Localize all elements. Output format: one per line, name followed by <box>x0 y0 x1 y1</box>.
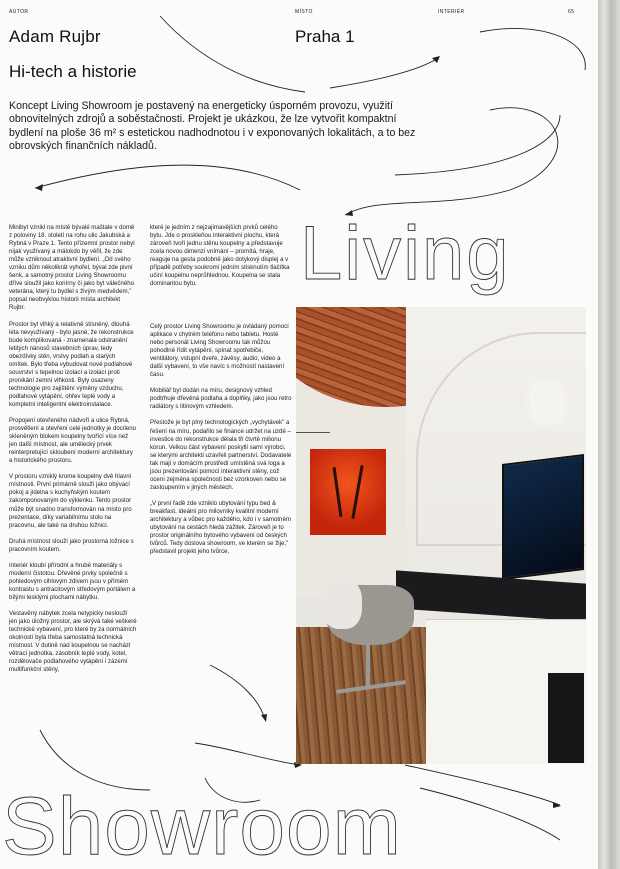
arrowhead-4 <box>261 714 267 722</box>
arrowhead-1 <box>432 56 440 63</box>
arrow-curve-3 <box>480 28 585 70</box>
col2-paragraph: Přestože je byt plný technologických „vychytávek" a řešení na míru, podařilo se finance udržet na uzdě – investice do rekonstrukce dělala tři čtvrtě milionu korun. Velkou část vybavení poskytli samí výrobci, se kterými architekti uzavřeli partnerství. Dodavatelé tak mají v domácím prostředí umístěná svá loga a jsou prezentováni pomocí interaktivní stěny, což ocení zejména společnosti bez vzorkoven nebo se zastoupením v jiných městech. <box>150 419 292 491</box>
text-column-1 <box>9 224 137 682</box>
photo-chair-cushion <box>322 579 362 629</box>
text-column-2 <box>150 323 292 564</box>
photo-tv-screen <box>502 454 584 580</box>
arrow-curve-6 <box>395 115 560 175</box>
photo-wall-lamp <box>534 387 560 419</box>
col2-paragraph: Mobiliář byl dodán na míru, designový vzhled podtrhuje dřevěná podlaha a doplňky, jako jsou retro radiátory s litinovým vzhledem. <box>150 387 292 411</box>
col1-paragraph: V prostoru vzniklý krome koupelny dvě hlavní místnosti. První primárně slouží jako obývací pokoj a jídelna s kuchyňským koutem zakomponovaným do výklenku. Tento prostor může být snadno transformován na místo pro prezentace, díky variabilnímu stolu na pracovnu, ale také na druhou ložnici. <box>9 473 132 529</box>
col2-paragraph: „V první řadě zde vzniklo ubytování typu bed & breakfast, ideální pro milovníky kvalitní moderní architektury a vůbec pro každého, kdo i v samotném ubytování na cestách hledá zážitek. Zároveň je to prostor originálního bytového vybavení od českých tvůrců. Tedy doslova showroom, ve kterém se žije," představil projekt jeho tvůrce. <box>150 499 291 556</box>
arrow-curve-7 <box>210 665 265 720</box>
photo-painting <box>310 449 386 535</box>
col1-paragraph: Prostor byl vlhký a relativně stísněný, dlouhá léta nevyužívaný - bylo jasné, že rekonstrukce bude komplikovaná - znamenala odstranění letitých nánosů stavebních úprav, tedy obezdívky stěn, vrstvy podlah a starých omítek. Bylo třeba vybudovat nové podlahové souvrství s tepelnou izolací a izolací proti pronikání zemní vlhkosti. Byly osazeny technologie pro zajištění výměny vzduchu, podlahové vytápění, ohřev teplé vody a kompletní inteligentní elektroinstalace. <box>9 320 134 408</box>
arrow-curve-8 <box>195 743 300 765</box>
arrowhead-3 <box>35 184 43 191</box>
interior-photo <box>296 307 586 764</box>
page-number: 65 <box>568 9 575 15</box>
col2-paragraph: které je jedním z nejzajímavějších prvků celého bytu. Jde o proskleňou interaktivní plochu, která zároveň tvoří jednu stěnu koupelny a představuje zcela novou dimenzi vnímání – promítá, hraje, reaguje na gesta podobně jako dotykový displej a v případě potřeby soukromí jedním stisknutím tlačítka učiní koupelnu neprůhlednou. Koupelna se stala dominantou bytu. <box>150 224 290 288</box>
arrow-curve-4 <box>345 108 558 215</box>
col1-paragraph: Propojení otevřeného nádvoří a ulice Rybná, prosvětlení a otevření celé jednotky je docíleno skleněným blokem koupelny tvořící více než jen další místnost, ale umělecký prvek reinterpretující skloubení moderní architektury a historického prostoru. <box>9 417 137 465</box>
col1-paragraph: Minibyt vznikl na místě bývalé maštale v domě z poloviny 18. století na rohu ulic Jakubská a Rybná v Praze 1. Tento přízemní prostor nebyl nijak využívaný a málokdo by věřil, že zde může vzniknout atraktivní bydlení. „Od svého vzniku dům několikrát vyhořel, býval zde pivní šenk, a samotný prostor Living Showroomu dříve sloužil jako konírny či jako byt válečného veterána, který tu bydlel s živým medvědem," popsal neobvyklou historii místa architekt Rujbr. <box>9 224 135 312</box>
interior-label: INTERIÉR <box>438 9 465 15</box>
page-edge <box>598 0 620 869</box>
article-subtitle: Hi-tech a historie <box>9 62 137 81</box>
headline-showroom: Showroom <box>2 781 402 869</box>
arrow-curve-1 <box>160 16 305 92</box>
photo-pointer-line <box>296 432 330 433</box>
arrow-curve-12 <box>405 765 560 805</box>
col2-paragraph: Celý prostor Living Showroomu je ovládaný pomocí aplikace v chytrém telefonu nebo tabletu. Hosté nebo personál Living Showroomu tak můžou pohodlně řídit vytápění, spínat spotřebiče, ventilátory, vstupní dveře, závěsy, audio, video a další vybavení, to vše navíc s možností nastavení času. <box>150 323 289 379</box>
arrow-curve-2 <box>330 58 438 88</box>
col1-paragraph: Vestavěný nábytek zcela netypicky neslouží jen jako úložný prostor, ale skrývá také veškeré technické vybavení, pro které by za normálních okolností byla třeba samostatná technická místnost. V dutině nad koupelnou se nachází větrací jednotka, zásobník teplé vody, kotel, rozdělovače podlahového vytápění i zázemí multifunkční stěny, <box>9 609 137 674</box>
text-column-2-top <box>150 224 292 296</box>
lead-paragraph: Koncept Living Showroom je postavený na energeticky úsporném provozu, využití obnovitelných zdrojů a soběstačnosti. Projekt je ukázkou, že lze vytvořit kompaktní bydlení na ploše 36 m² s estetickou nadhodnotou i v exponovaných lokalitách, a to bez obrovských finančních nákladů. <box>9 100 416 152</box>
place-label: MÍSTO <box>295 9 313 15</box>
arrow-curve-5 <box>35 165 300 190</box>
headline-living: Living <box>300 211 511 296</box>
place-name: Praha 1 <box>295 27 355 46</box>
col1-paragraph: Druhá místnost slouží jako prostorná ložnice s pracovním koutem. <box>9 537 134 553</box>
col1-paragraph: Interiér kloubí přírodní a hrubé materiály s moderní čistotou. Dřevěné prvky společně s pohledovým cihlovým zdivem jsou v přímém kontrastu s antracitovým středovým portálem a bílými lesklými plochami nábytku. <box>9 561 136 601</box>
photo-wine-fridge <box>548 673 584 763</box>
photo-chair-leg <box>366 643 370 688</box>
author-name: Adam Rujbr <box>9 27 101 46</box>
arrow-curve-11 <box>420 788 560 840</box>
author-label: AUTOR <box>9 9 29 15</box>
